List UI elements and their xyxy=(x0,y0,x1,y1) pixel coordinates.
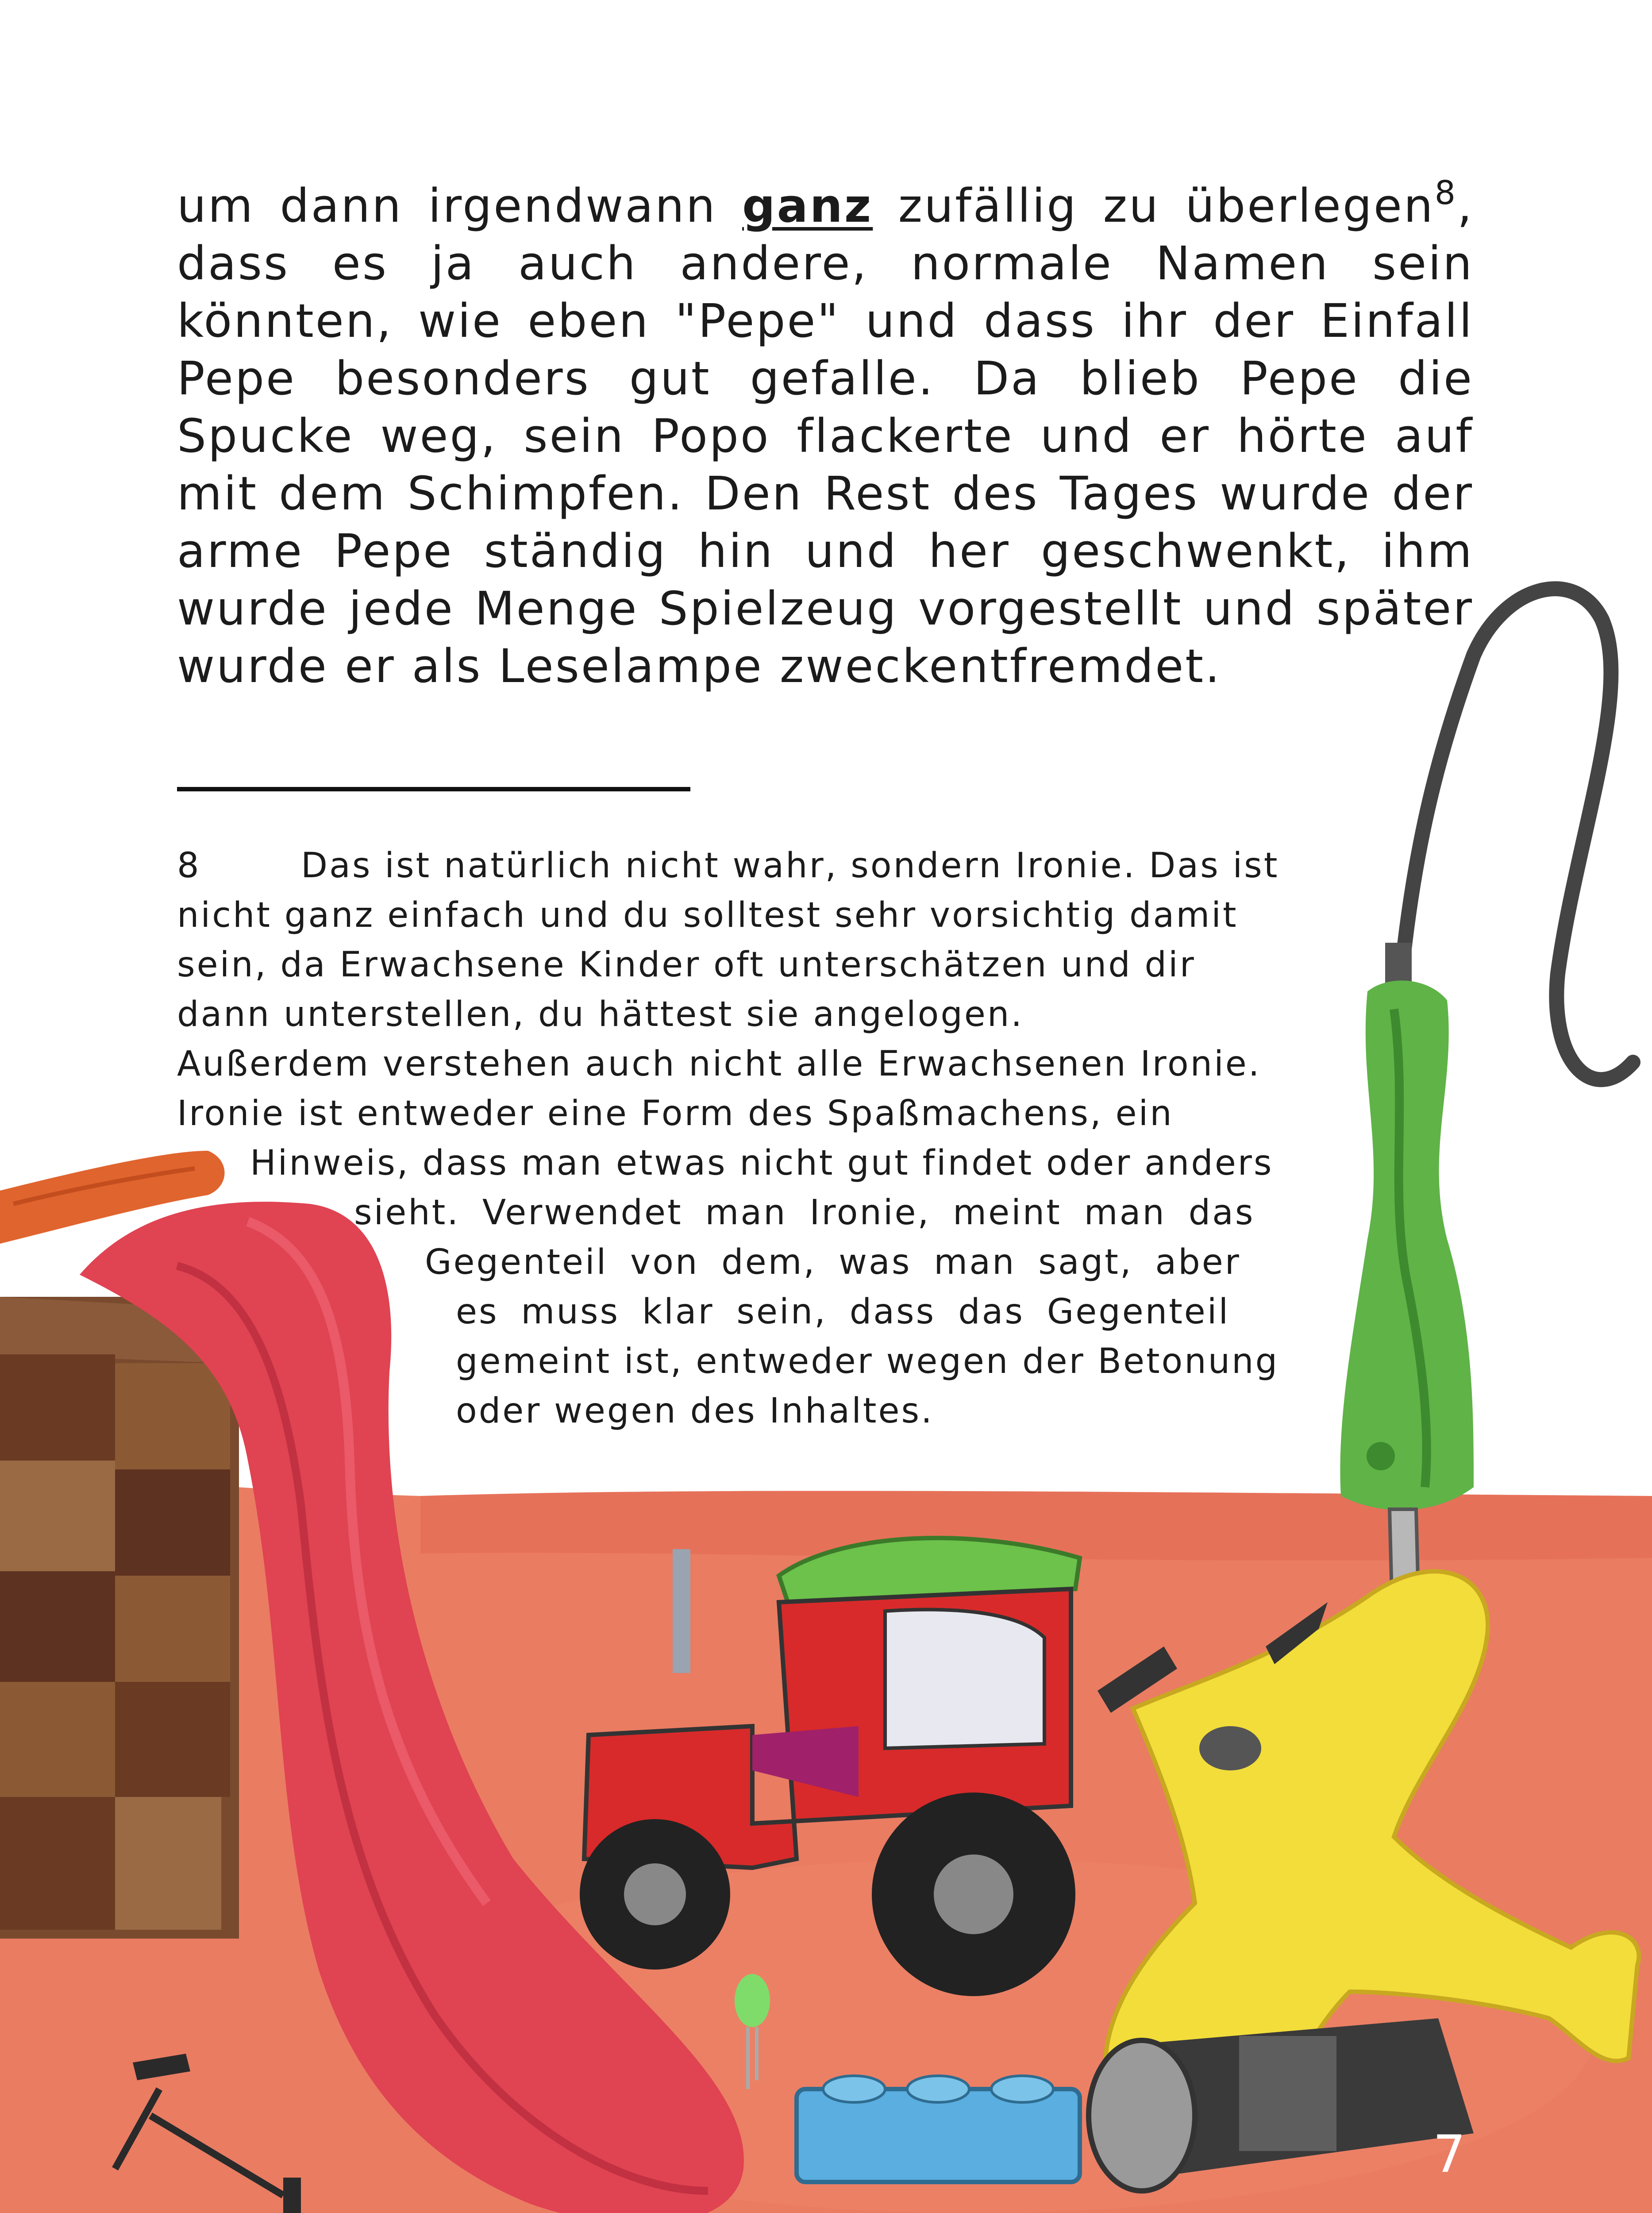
footnote-line: oder wegen des Inhaltes. xyxy=(456,1391,934,1431)
body-text-start: um dann irgendwann xyxy=(177,179,743,233)
footnote-marker[interactable]: 8 xyxy=(1434,174,1457,212)
page-number: 7 xyxy=(1433,2124,1466,2184)
footnote-line: Das ist natürlich nicht wahr, sondern Ironie. Das ist xyxy=(301,846,1279,886)
footnote-line: dann unterstellen, du hättest sie angelogen. xyxy=(177,995,1024,1034)
footnote-line: es muss klar sein, dass das Gegenteil xyxy=(456,1292,1230,1332)
footnote-line: Gegenteil von dem, was man sagt, aber xyxy=(425,1242,1241,1282)
tractor-wheel xyxy=(580,1819,730,1970)
footnote-line: sieht. Verwendet man Ironie, meint man das xyxy=(354,1193,1255,1233)
body-paragraph xyxy=(177,174,1474,695)
footnote-line: Hinweis, dass man etwas nicht gut findet oder anders xyxy=(250,1143,1274,1183)
body-text-rest: , dass es ja auch andere, normale Namen sein könnten, wie eben "Pepe" und dass ihr der Einfall Pepe besonders gut gefalle. Da blieb Pepe die Spucke weg, sein Popo flackerte und er hörte auf mit dem Schimpfen. Den Rest des Tages wurde der arme Pepe ständig hin und her geschwenkt, ihm wurde jede Menge Spielzeug vorgestellt und später wurde er als Leselampe zweckentfremdet. xyxy=(177,179,1474,693)
footnote-line: sein, da Erwachsene Kinder oft unterschätzen und dir xyxy=(177,945,1196,985)
tractor-wheel xyxy=(872,1793,1075,1996)
footnote-line: gemeint ist, entweder wegen der Betonung xyxy=(456,1342,1279,1381)
footnote-line: Außerdem verstehen auch nicht alle Erwachsenen Ironie. xyxy=(177,1044,1261,1084)
brick-stack xyxy=(0,1297,239,1939)
body-text-mid: zufällig zu überlegen xyxy=(873,179,1435,233)
footnote-number: 8 xyxy=(177,846,199,886)
footnote-line: Ironie ist entweder eine Form des Spaßmachens, ein xyxy=(177,1094,1174,1133)
lego-brick xyxy=(797,2076,1080,2182)
footnote-line: nicht ganz einfach und du solltest sehr vorsichtig damit xyxy=(177,895,1238,935)
emphasized-word: ganz xyxy=(742,179,873,233)
footnote-divider xyxy=(177,787,690,791)
